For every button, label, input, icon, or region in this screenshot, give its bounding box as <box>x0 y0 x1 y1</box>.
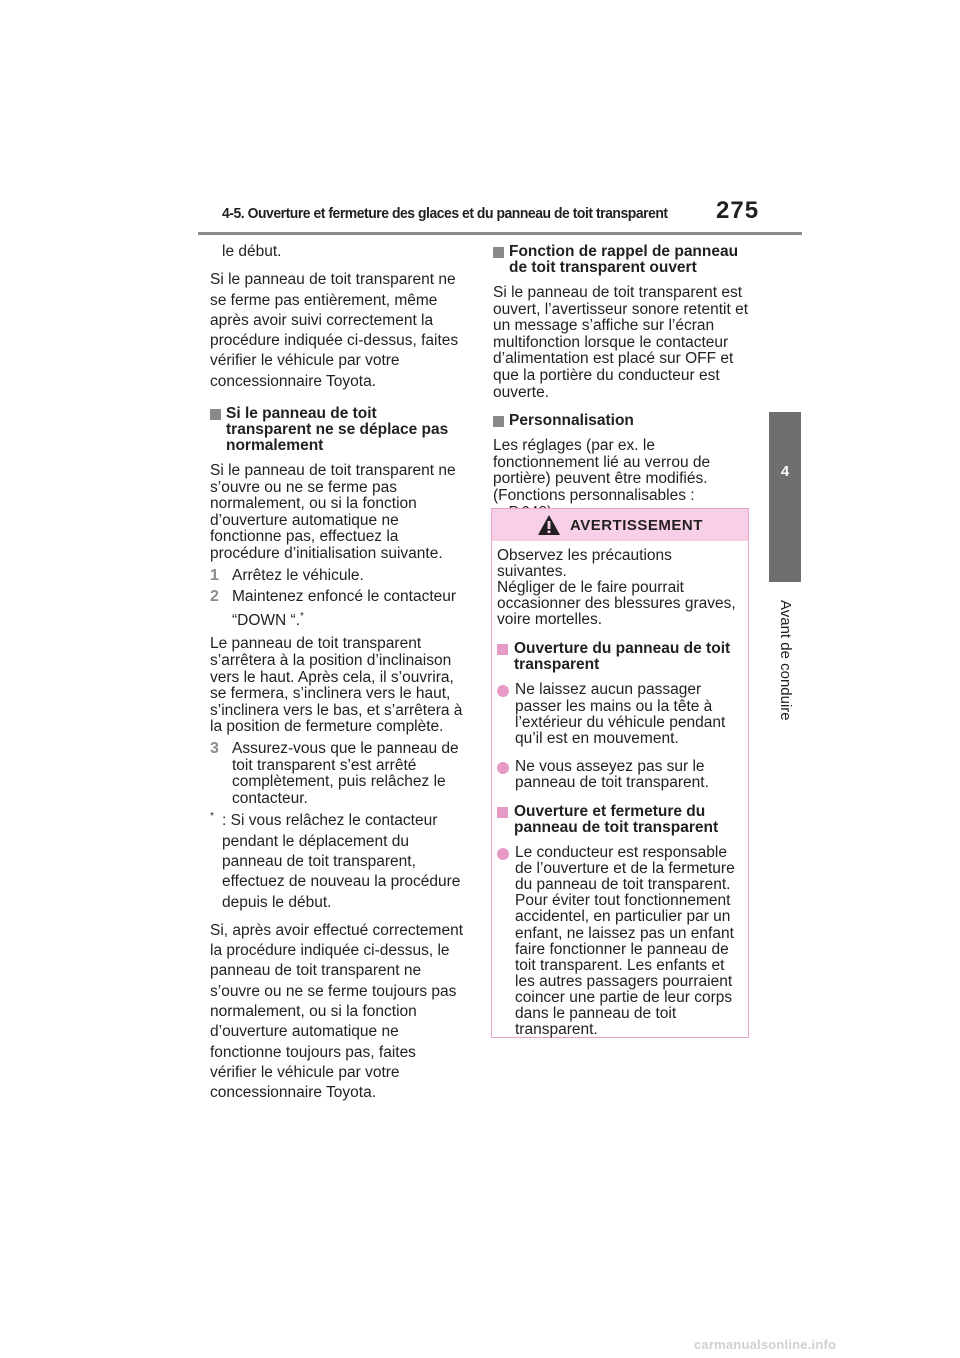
square-bullet-icon <box>493 416 504 427</box>
warning-body <box>492 541 743 1038</box>
footnote-marker: * <box>300 611 304 623</box>
warning-subheading-text: Ouverture du panneau de toit transparent <box>514 640 731 674</box>
footnote-text: : Si vous relâchez le contacteur pendant le déplacement du panneau de toit transparent, effectuez de nouveau la procédure depuis le début. <box>222 812 461 911</box>
step-item <box>210 587 466 631</box>
warning-bullet <box>497 845 743 1038</box>
step-number: 2 <box>210 588 219 606</box>
warning-intro: Négliger de le faire pourrait occasionner des blessures graves, voire mortelles. <box>497 579 736 629</box>
step-text: Maintenez enfoncé le contacteur “DOWN “. <box>232 588 457 630</box>
footnote <box>210 811 466 912</box>
warning-subheading <box>497 641 743 673</box>
warning-bullet-text: Ne vous asseyez pas sur le panneau de toit transparent. <box>515 757 709 791</box>
running-header-title: 4-5. Ouverture et fermeture des glaces et du panneau de toit transparent <box>222 205 668 222</box>
subheading-text: Fonction de rappel de panneau de toit transparent ouvert <box>509 243 739 276</box>
right-column <box>493 242 751 521</box>
page-number: 275 <box>716 197 760 224</box>
step-number: 1 <box>210 566 219 584</box>
subheading <box>493 244 751 276</box>
paragraph: Si le panneau de toit transparent est ouvert, l’avertisseur sonore retentit et un message s’affiche sur l’écran multifonction lorsque le contacteur d’alimentation est placé sur OFF et que la portière du conducteur est ouverte. <box>493 284 749 401</box>
round-bullet-icon <box>497 762 509 774</box>
header-rule <box>198 232 802 235</box>
square-bullet-icon <box>497 644 508 655</box>
paragraph-text: Les réglages (par ex. le fonctionnement lié au verrou de portière) peuvent être modifiés. (Fonctions personnalisables : <box>493 437 711 504</box>
warning-bullet-text: Ne laissez aucun passager passer les mains ou la tête à l’extérieur du véhicule pendant qu’il est en mouvement. <box>515 681 726 747</box>
warning-header <box>492 509 748 541</box>
paragraph: Si, après avoir effectué correctement la procédure indiquée ci-dessus, le panneau de toit transparent ne s’ouvre ou ne se ferme toujours pas normalement, ou si la fonction d’ouverture automatique ne fonctionne toujours pas, faites vérifier le véhicule par votre concessionnaire Toyota. <box>210 921 464 1102</box>
chapter-label-text: Avant de conduire <box>777 600 794 721</box>
step-number: 3 <box>210 739 219 757</box>
left-column <box>210 242 466 1103</box>
step-item <box>210 568 466 585</box>
footnote-marker: * <box>210 811 214 823</box>
watermark: carmanualsonline.info <box>694 1337 837 1352</box>
subheading <box>210 406 466 454</box>
square-bullet-icon <box>210 409 221 420</box>
warning-box <box>491 508 749 1038</box>
step-item <box>210 741 466 807</box>
square-bullet-icon <box>493 247 504 258</box>
warning-bullet <box>497 682 743 746</box>
step-text: Arrêtez le véhicule. <box>232 566 364 584</box>
round-bullet-icon <box>497 848 509 860</box>
warning-subheading-text: Ouverture et fermeture du panneau de toit transparent <box>514 803 719 837</box>
subheading <box>493 413 751 429</box>
paragraph: Si le panneau de toit transparent ne se ferme pas entièrement, même après avoir suivi correctement la procédure indiquée ci-dessus, faites vérifier le véhicule par votre concessionnaire Toyota. <box>210 271 459 390</box>
step-text: Assurez-vous que le panneau de toit transparent s’est arrêté complètement, puis relâchez le contacteur. <box>232 739 459 807</box>
warning-title: AVERTISSEMENT <box>570 517 703 534</box>
warning-intro: Observez les précautions suivantes. <box>497 547 672 581</box>
continuation-text: le début. <box>222 243 282 260</box>
warning-bullet-text: Le conducteur est responsable de l’ouverture et de la fermeture du panneau de toit transparent. Pour éviter tout fonctionnement accidentel, en particulier par un enfant, ne laissez pas un enfant faire fonctionner le panneau de toit transparent. Les enfants et les autres passagers pourraient coincer une partie de leur corps dans le panneau de toit transparent. <box>515 844 735 1039</box>
round-bullet-icon <box>497 685 509 697</box>
subheading-text: Si le panneau de toit transparent ne se déplace pas normalement <box>226 405 449 455</box>
warning-bullet <box>497 759 743 791</box>
chapter-number: 4 <box>780 463 790 480</box>
chapter-tab <box>769 412 801 582</box>
warning-triangle-icon <box>537 514 561 536</box>
square-bullet-icon <box>497 807 508 818</box>
warning-subheading <box>497 804 743 836</box>
paragraph: Si le panneau de toit transparent ne s’ouvre ou ne se ferme pas normalement, ou si la fonction d’ouverture automatique ne fonctionne pas, effectuez la procédure d’initialisation suivante. <box>210 462 456 563</box>
subheading-text: Personnalisation <box>509 412 634 430</box>
paragraph: Le panneau de toit transparent s’arrêtera à la position d’inclinaison vers le haut. Après cela, il s’ouvrira, se fermera, s’inclinera vers le haut, s’inclinera vers le bas, et s’arrêtera à la position de fermeture complète. <box>210 635 463 736</box>
